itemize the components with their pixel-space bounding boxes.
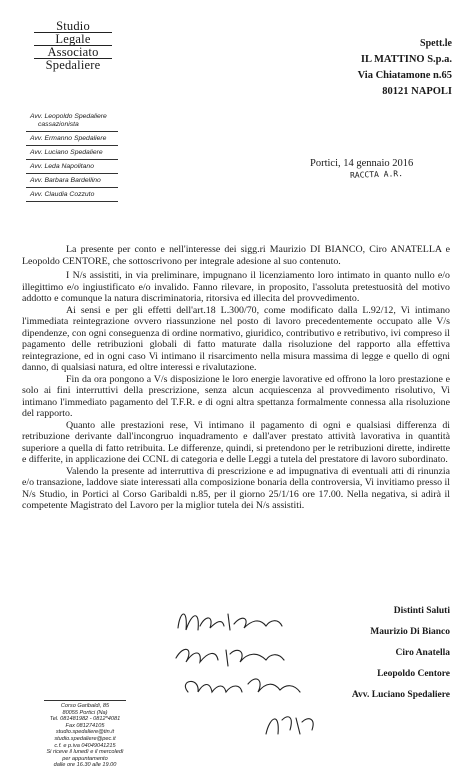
closing-salutation: Distinti Saluti xyxy=(393,606,450,616)
recipient-street: Via Chiatamone n.65 xyxy=(357,70,452,81)
lawyer-entry: Avv. Claudia Cozzuto xyxy=(26,188,118,202)
footer-line: Fax 081274105 xyxy=(65,722,105,729)
letterhead-line: Legale xyxy=(34,33,112,46)
lawyer-title: cassazionista xyxy=(38,121,79,128)
closing-block xyxy=(352,606,450,711)
recipient-salutation: Spett.le xyxy=(420,38,452,49)
recipient-company: IL MATTINO S.p.a. xyxy=(360,54,452,65)
signatory-name: Leopoldo Centore xyxy=(377,669,450,679)
lawyer-entry: Avv. Barbara Bardellino xyxy=(26,174,118,188)
footer-rule xyxy=(44,700,126,701)
signature-di-bianco xyxy=(178,614,282,630)
letter-body xyxy=(22,244,450,512)
signatory-name: Ciro Anatella xyxy=(395,648,450,658)
lawyer-entry: Avv. Leda Napolitano xyxy=(26,160,118,174)
lawyer-entry: Avv. Luciano Spedaliere xyxy=(26,146,118,160)
place-date: Portici, 14 gennaio 2016 xyxy=(310,158,414,169)
signature-spedaliere xyxy=(266,717,313,734)
studio-letterhead xyxy=(34,20,112,71)
handwritten-note: RACCTA A.R. xyxy=(349,169,404,180)
recipient-city: 80121 NAPOLI xyxy=(382,86,452,97)
letterhead-line: Studio xyxy=(34,20,112,33)
studio-footer xyxy=(44,700,126,769)
lawyers-list xyxy=(26,110,118,202)
footer-line: Tel. 081481982 - 0812*4081 xyxy=(49,716,121,723)
footer-line: studio.spedaliere@tin.it xyxy=(55,729,115,736)
lawyer-entry: Avv. Ermanno Spedaliere xyxy=(26,132,118,146)
signatory-name: Maurizio Di Bianco xyxy=(370,627,450,637)
footer-line: studio.spedaliere@pec.it xyxy=(54,735,116,742)
handwritten-signatures xyxy=(170,600,370,750)
signatory-name: Avv. Luciano Spedaliere xyxy=(351,690,450,700)
intro-paragraph: La presente per conto e nell'interesse dei sigg.ri Maurizio DI BIANCO, Ciro ANATELLA e Leopoldo CENTORE, che sottoscrivono per integrale adesione al suo contenuto. xyxy=(22,244,450,267)
recipient-address xyxy=(358,36,452,100)
footer-line: per appuntamento xyxy=(62,755,108,762)
letterhead-line: Associato xyxy=(34,46,112,59)
footer-line: c.f. e p.iva 04049041215 xyxy=(54,742,116,749)
signature-centore xyxy=(185,679,300,692)
signature-anatella xyxy=(176,649,284,666)
letterhead-line: Spedaliere xyxy=(45,58,101,72)
lawyer-name: Avv. Leopoldo Spedaliere xyxy=(30,113,107,120)
footer-line: 80055 Portici (Na) xyxy=(62,709,108,716)
footer-line: Si riceve il lunedì e il mercoledì xyxy=(46,749,124,756)
footer-line: Corso Garibaldi, 85 xyxy=(60,703,110,709)
body-paragraph: Ai sensi e per gli effetti dell'art.18 L.300/70, come modificato dalla L.92/12, Vi intimano l'immediata reintegrazione ovvero riassunzione nel posto di lavoro precedentemente occupato alle V/s dipendenze, con ogni conseguenza di ordine normativo, giuridico, contributivo e retributivo, ivi compreso il pagamento delle retribuzioni globali di fatto maturate dalla risoluzione del rapporto alla effettiva reintegrazione, ed in ogni caso Vi intimano il risarcimento nella misura massima di legge e quello di ogni danno, di qualsiasi natura, ed oltre interessi e rivalutazione. xyxy=(22,304,450,373)
body-paragraph: Fin da ora pongono a V/s disposizione le loro energie lavorative ed offrono la loro prestazione e solo ai fini interruttivi della prescrizione, senza alcun acquiescenza al provvedimento risolutivo, Vi intimano l'immediato pagamento del T.F.R. e di ogni altra spettanza formalmente connessa alla risoluzione del rapporto. xyxy=(22,373,450,419)
body-paragraph: I N/s assistiti, in via preliminare, impugnano il licenziamento loro intimato in quanto nullo e/o illegittimo e/o ingiustificato e/o invalido. Fanno rilevare, in proposito, l'assoluta pretestuosità del motivo addotto e comunque la natura discriminatoria, ritorsiva ed illecita del provvedimento. xyxy=(22,270,450,304)
footer-line: dalle ore 16.30 alle 19.00 xyxy=(53,762,117,769)
body-paragraph: Quanto alle prestazioni rese, Vi intimano il pagamento di ogni e qualsiasi differenza di retribuzione derivante dall'incongruo inquadramento e dall'aver prestato attività lavorativa in quantità superiore a quella di fatto retribuita. Le differenze, quindi, si pretendono per le retribuzioni dirette, indirette e differite, in applicazione dei CCNL di categoria e delle Leggi a tutela del prestatore di lavoro subordinato. xyxy=(22,419,450,465)
lawyer-entry xyxy=(26,110,118,132)
body-paragraph: Valendo la presente ad interruttiva di prescrizione e ad impugnativa di eventuali atti di rinunzia e/o transazione, laddove siate interessati alla composizione bonaria della controversia, Vi invitiamo presso il N/s Studio, in Portici al Corso Garibaldi n.85, per il giorno 25/1/16 ore 17.00. Nella negativa, si adirà il competente Magistrato del Lavoro per la miglior tutela dei N/s assistiti. xyxy=(22,465,450,511)
